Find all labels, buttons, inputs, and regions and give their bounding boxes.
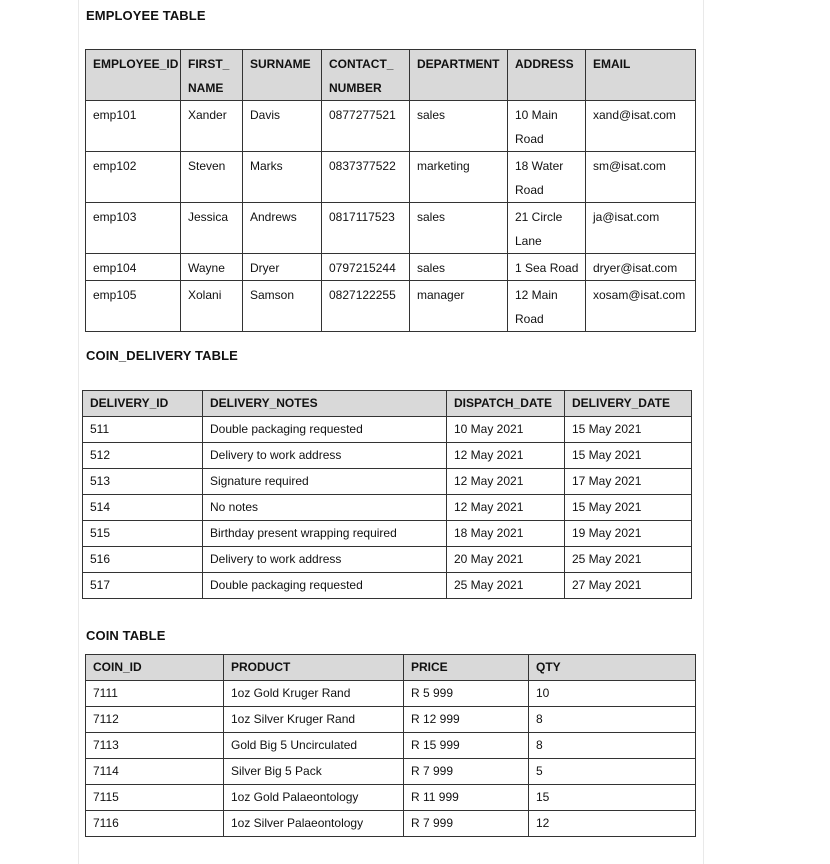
coin-table-cell: R 15 999 <box>404 733 529 759</box>
coin-table-cell: R 12 999 <box>404 707 529 733</box>
delivery-table-cell: 12 May 2021 <box>447 495 565 521</box>
delivery-header-cell: DELIVERY_DATE <box>565 391 692 417</box>
coin-table-body <box>86 681 696 837</box>
employee-header-cell: EMAIL <box>586 50 696 101</box>
delivery-table-row <box>83 495 692 521</box>
employee-table-cell: Andrews <box>243 203 322 254</box>
delivery-table-cell: 15 May 2021 <box>565 495 692 521</box>
coin-table-row <box>86 681 696 707</box>
employee-table-row <box>86 101 696 152</box>
employee-table-cell: 0817117523 <box>322 203 410 254</box>
coin-table-cell: 5 <box>529 759 696 785</box>
employee-table-cell: 0797215244 <box>322 254 410 281</box>
coin-table-cell: 7112 <box>86 707 224 733</box>
coin-table-cell: 7114 <box>86 759 224 785</box>
delivery-header-cell: DELIVERY_NOTES <box>203 391 447 417</box>
employee-table-cell: Wayne <box>181 254 243 281</box>
delivery-table-body <box>83 417 692 599</box>
employee-table-cell: 21 Circle Lane <box>508 203 586 254</box>
coin-table-cell: 8 <box>529 733 696 759</box>
coin-header-cell: PRODUCT <box>224 655 404 681</box>
employee-table-cell: xosam@isat.com <box>586 281 696 332</box>
coin-table-row <box>86 811 696 837</box>
delivery-table-cell: 12 May 2021 <box>447 443 565 469</box>
employee-table-cell: ja@isat.com <box>586 203 696 254</box>
coin-table <box>85 654 696 837</box>
delivery-table-row <box>83 469 692 495</box>
delivery-table-cell: 516 <box>83 547 203 573</box>
employee-table-cell: 1 Sea Road <box>508 254 586 281</box>
delivery-table-cell: 12 May 2021 <box>447 469 565 495</box>
employee-header-cell: DEPARTMENT <box>410 50 508 101</box>
delivery-table-row <box>83 443 692 469</box>
employee-table-cell: sm@isat.com <box>586 152 696 203</box>
delivery-table-cell: 20 May 2021 <box>447 547 565 573</box>
coin-table-cell: 1oz Gold Palaeontology <box>224 785 404 811</box>
delivery-table-cell: 18 May 2021 <box>447 521 565 547</box>
coin-table-cell: R 5 999 <box>404 681 529 707</box>
employee-table-cell: manager <box>410 281 508 332</box>
delivery-table-cell: 517 <box>83 573 203 599</box>
employee-header-cell: FIRST_ NAME <box>181 50 243 101</box>
coin-table-cell: 10 <box>529 681 696 707</box>
employee-table <box>85 49 696 332</box>
delivery-table-cell: 512 <box>83 443 203 469</box>
coin-table-cell: 7111 <box>86 681 224 707</box>
coin-table-cell: 7115 <box>86 785 224 811</box>
coin-table-cell: 1oz Gold Kruger Rand <box>224 681 404 707</box>
delivery-table-cell: Double packaging requested <box>203 573 447 599</box>
delivery-header-cell: DISPATCH_DATE <box>447 391 565 417</box>
coin-table-cell: 7113 <box>86 733 224 759</box>
employee-table-cell: 0827122255 <box>322 281 410 332</box>
employee-header-cell: CONTACT_ NUMBER <box>322 50 410 101</box>
coin-header-cell: QTY <box>529 655 696 681</box>
delivery-table-cell: 514 <box>83 495 203 521</box>
coin-table-row <box>86 759 696 785</box>
delivery-table-cell: Signature required <box>203 469 447 495</box>
coin-table-cell: 8 <box>529 707 696 733</box>
delivery-table-cell: 513 <box>83 469 203 495</box>
employee-table-body <box>86 101 696 332</box>
coin-table-row <box>86 733 696 759</box>
delivery-table-cell: 15 May 2021 <box>565 443 692 469</box>
employee-table-cell: Steven <box>181 152 243 203</box>
coin-table-cell: R 7 999 <box>404 811 529 837</box>
delivery-header-cell: DELIVERY_ID <box>83 391 203 417</box>
delivery-table-cell: Delivery to work address <box>203 443 447 469</box>
employee-table-cell: Dryer <box>243 254 322 281</box>
delivery-header-row <box>83 391 692 417</box>
coin-delivery-table-title: COIN_DELIVERY TABLE <box>86 348 238 363</box>
coin-table-cell: Gold Big 5 Uncirculated <box>224 733 404 759</box>
coin-table-cell: 12 <box>529 811 696 837</box>
employee-table-cell: emp103 <box>86 203 181 254</box>
delivery-table-cell: 511 <box>83 417 203 443</box>
delivery-table-cell: 25 May 2021 <box>565 547 692 573</box>
employee-table-cell: emp104 <box>86 254 181 281</box>
coin-table-cell: 15 <box>529 785 696 811</box>
employee-table-cell: Marks <box>243 152 322 203</box>
employee-table-row <box>86 203 696 254</box>
delivery-table-cell: 10 May 2021 <box>447 417 565 443</box>
employee-table-cell: Davis <box>243 101 322 152</box>
delivery-table-cell: 17 May 2021 <box>565 469 692 495</box>
coin-table-cell: R 11 999 <box>404 785 529 811</box>
employee-table-cell: dryer@isat.com <box>586 254 696 281</box>
delivery-table-cell: Delivery to work address <box>203 547 447 573</box>
coin-table-cell: 1oz Silver Kruger Rand <box>224 707 404 733</box>
delivery-table-cell: 27 May 2021 <box>565 573 692 599</box>
employee-table-cell: emp101 <box>86 101 181 152</box>
coin-table-row <box>86 707 696 733</box>
employee-table-cell: marketing <box>410 152 508 203</box>
delivery-table-row <box>83 417 692 443</box>
employee-table-row <box>86 254 696 281</box>
employee-table-cell: xand@isat.com <box>586 101 696 152</box>
delivery-table-cell: 19 May 2021 <box>565 521 692 547</box>
employee-table-cell: sales <box>410 101 508 152</box>
delivery-table-cell: 515 <box>83 521 203 547</box>
delivery-table-cell: No notes <box>203 495 447 521</box>
employee-table-cell: sales <box>410 254 508 281</box>
employee-table-cell: 12 Main Road <box>508 281 586 332</box>
employee-table-cell: 0877277521 <box>322 101 410 152</box>
employee-table-title: EMPLOYEE TABLE <box>86 8 206 23</box>
employee-header-cell: EMPLOYEE_ID <box>86 50 181 101</box>
employee-table-cell: 10 Main Road <box>508 101 586 152</box>
employee-header-cell: ADDRESS <box>508 50 586 101</box>
coin-table-cell: R 7 999 <box>404 759 529 785</box>
employee-header-cell: SURNAME <box>243 50 322 101</box>
employee-table-cell: Samson <box>243 281 322 332</box>
delivery-table-cell: Birthday present wrapping required <box>203 521 447 547</box>
coin-delivery-table <box>82 390 692 599</box>
coin-header-cell: COIN_ID <box>86 655 224 681</box>
delivery-table-cell: Double packaging requested <box>203 417 447 443</box>
employee-table-cell: 18 Water Road <box>508 152 586 203</box>
delivery-table-row <box>83 573 692 599</box>
employee-header-row <box>86 50 696 101</box>
employee-table-cell: Jessica <box>181 203 243 254</box>
delivery-table-row <box>83 547 692 573</box>
employee-table-cell: sales <box>410 203 508 254</box>
delivery-table-row <box>83 521 692 547</box>
coin-table-cell: 7116 <box>86 811 224 837</box>
coin-table-row <box>86 785 696 811</box>
coin-header-row <box>86 655 696 681</box>
employee-table-row <box>86 281 696 332</box>
employee-table-row <box>86 152 696 203</box>
delivery-table-cell: 15 May 2021 <box>565 417 692 443</box>
coin-table-cell: Silver Big 5 Pack <box>224 759 404 785</box>
employee-table-cell: 0837377522 <box>322 152 410 203</box>
coin-header-cell: PRICE <box>404 655 529 681</box>
employee-table-cell: emp105 <box>86 281 181 332</box>
delivery-table-cell: 25 May 2021 <box>447 573 565 599</box>
coin-table-title: COIN TABLE <box>86 628 166 643</box>
coin-table-cell: 1oz Silver Palaeontology <box>224 811 404 837</box>
employee-table-cell: emp102 <box>86 152 181 203</box>
employee-table-cell: Xolani <box>181 281 243 332</box>
employee-table-cell: Xander <box>181 101 243 152</box>
